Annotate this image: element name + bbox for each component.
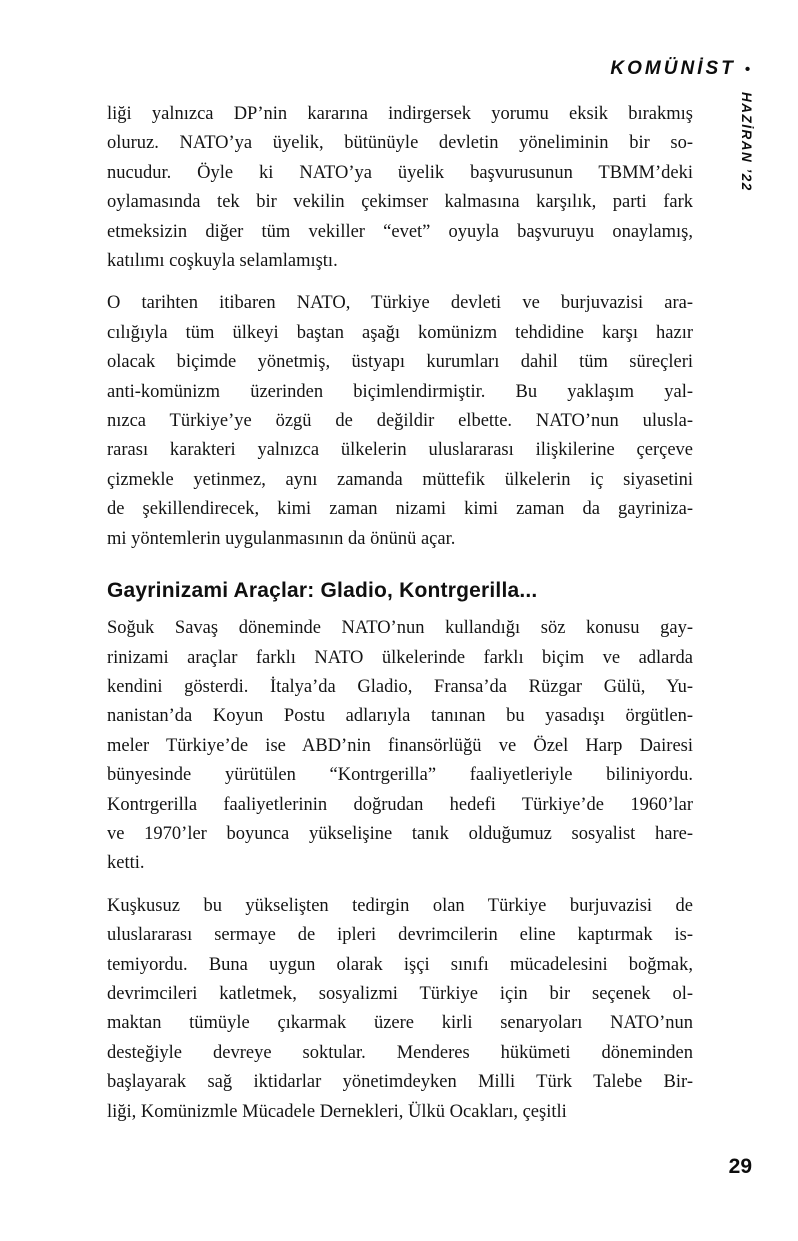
text-line: katılımı coşkuyla selamlamıştı. (107, 251, 338, 272)
page-number: 29 (728, 1155, 752, 1178)
text-line: cılığıyla tüm ülkeyi baştan aşağı komünizm tehdidine karşı hazır (107, 322, 693, 343)
paragraph (107, 289, 693, 554)
text-line: olacak biçimde yönetmiş, üstyapı kurumları dahil tüm süreçleri (107, 352, 693, 373)
paragraph (107, 100, 693, 276)
paragraph (107, 614, 693, 879)
text-line: uluslararası sermaye de ipleri devrimcilerin eline kaptırmak is- (107, 925, 693, 946)
text-line: de şekillendirecek, kimi zaman nizami kimi zaman da gayriniza- (107, 499, 693, 520)
paragraph (107, 892, 693, 1127)
page-body (107, 100, 693, 1140)
text-line: O tarihten itibaren NATO, Türkiye devleti ve burjuvazisi ara- (107, 293, 693, 314)
text-line: rarası karakteri yalnızca ülkelerin uluslararası ilişkilerine çerçeve (107, 440, 693, 461)
text-line: oylamasında tek bir vekilin çekimser kalmasına karşılık, parti fark (107, 192, 693, 213)
text-line: ketti. (107, 853, 145, 874)
text-line: etmeksizin diğer tüm vekiller “evet” oyuyla başvuruyu onaylamış, (107, 221, 693, 242)
text-line: anti-komünizm üzerinden biçimlendirmiştir. Bu yaklaşım yal- (107, 381, 693, 402)
text-line: kendini gösterdi. İtalya’da Gladio, Fransa’da Rüzgar Gülü, Yu- (107, 676, 693, 697)
text-line: desteğiyle devreye soktular. Menderes hükümeti döneminden (107, 1042, 693, 1063)
text-line: Kuşkusuz bu yükselişten tedirgin olan Türkiye burjuvazisi de (107, 895, 693, 916)
text-line: rinizami araçlar farklı NATO ülkelerinde farklı biçim ve adlarda (107, 647, 693, 668)
text-line: Kontrgerilla faaliyetlerinin doğrudan hedefi Türkiye’de 1960’lar (107, 794, 693, 815)
text-line: çizmekle yetinmez, aynı zamanda müttefik ülkelerin iç siyasetini (107, 469, 693, 490)
text-line: maktan tümüyle çıkarmak üzere kirli senaryoları NATO’nun (107, 1013, 693, 1034)
bullet-separator: • (744, 60, 750, 78)
text-line: meler Türkiye’de ise ABD’nin finansörlüğü ve Özel Harp Dairesi (107, 735, 693, 756)
text-line: bünyesinde yürütülen “Kontrgerilla” faaliyetleriyle biliniyordu. (107, 765, 693, 786)
text-line: nanistan’da Koyun Postu adlarıyla tanınan bu yasadışı örgütlen- (107, 706, 693, 727)
section-heading: Gayrinizami Araçlar: Gladio, Kontrgerilla... (107, 579, 538, 603)
text-line: nızca Türkiye’ye özgü de değildir elbette. NATO’nun ulusla- (107, 411, 693, 432)
text-line: Soğuk Savaş döneminde NATO’nun kullandığı söz konusu gay- (107, 618, 693, 639)
text-line: mi yöntemlerin uygulanmasının da önünü açar. (107, 528, 456, 549)
text-line: liği yalnızca DP’nin kararına indirgersek yorumu eksik bırakmış (107, 104, 693, 124)
text-line: başlayarak sağ iktidarlar yönetimdeyken Milli Türk Talebe Bir- (107, 1072, 693, 1093)
text-line: ve 1970’ler boyunca yükselişine tanık olduğumuz sosyalist hare- (107, 823, 693, 844)
text-line: devrimcileri katletmek, sosyalizmi Türkiye için bir seçenek ol- (107, 983, 693, 1004)
running-header (610, 58, 750, 80)
text-line: temiyordu. Buna uygun olarak işçi sınıfı mücadelesini boğmak, (107, 954, 693, 975)
text-line: nucudur. Öyle ki NATO’ya üyelik başvurusunun TBMM’deki (107, 162, 693, 183)
journal-title: KOMÜNİST (610, 58, 736, 79)
issue-date-vertical: HAZİRAN ’22 (739, 92, 754, 192)
text-line: liği, Komünizmle Mücadele Dernekleri, Ülkü Ocakları, çeşitli (107, 1101, 567, 1122)
text-line: oluruz. NATO’ya üyelik, bütünüyle devletin yöneliminin bir so- (107, 133, 693, 154)
